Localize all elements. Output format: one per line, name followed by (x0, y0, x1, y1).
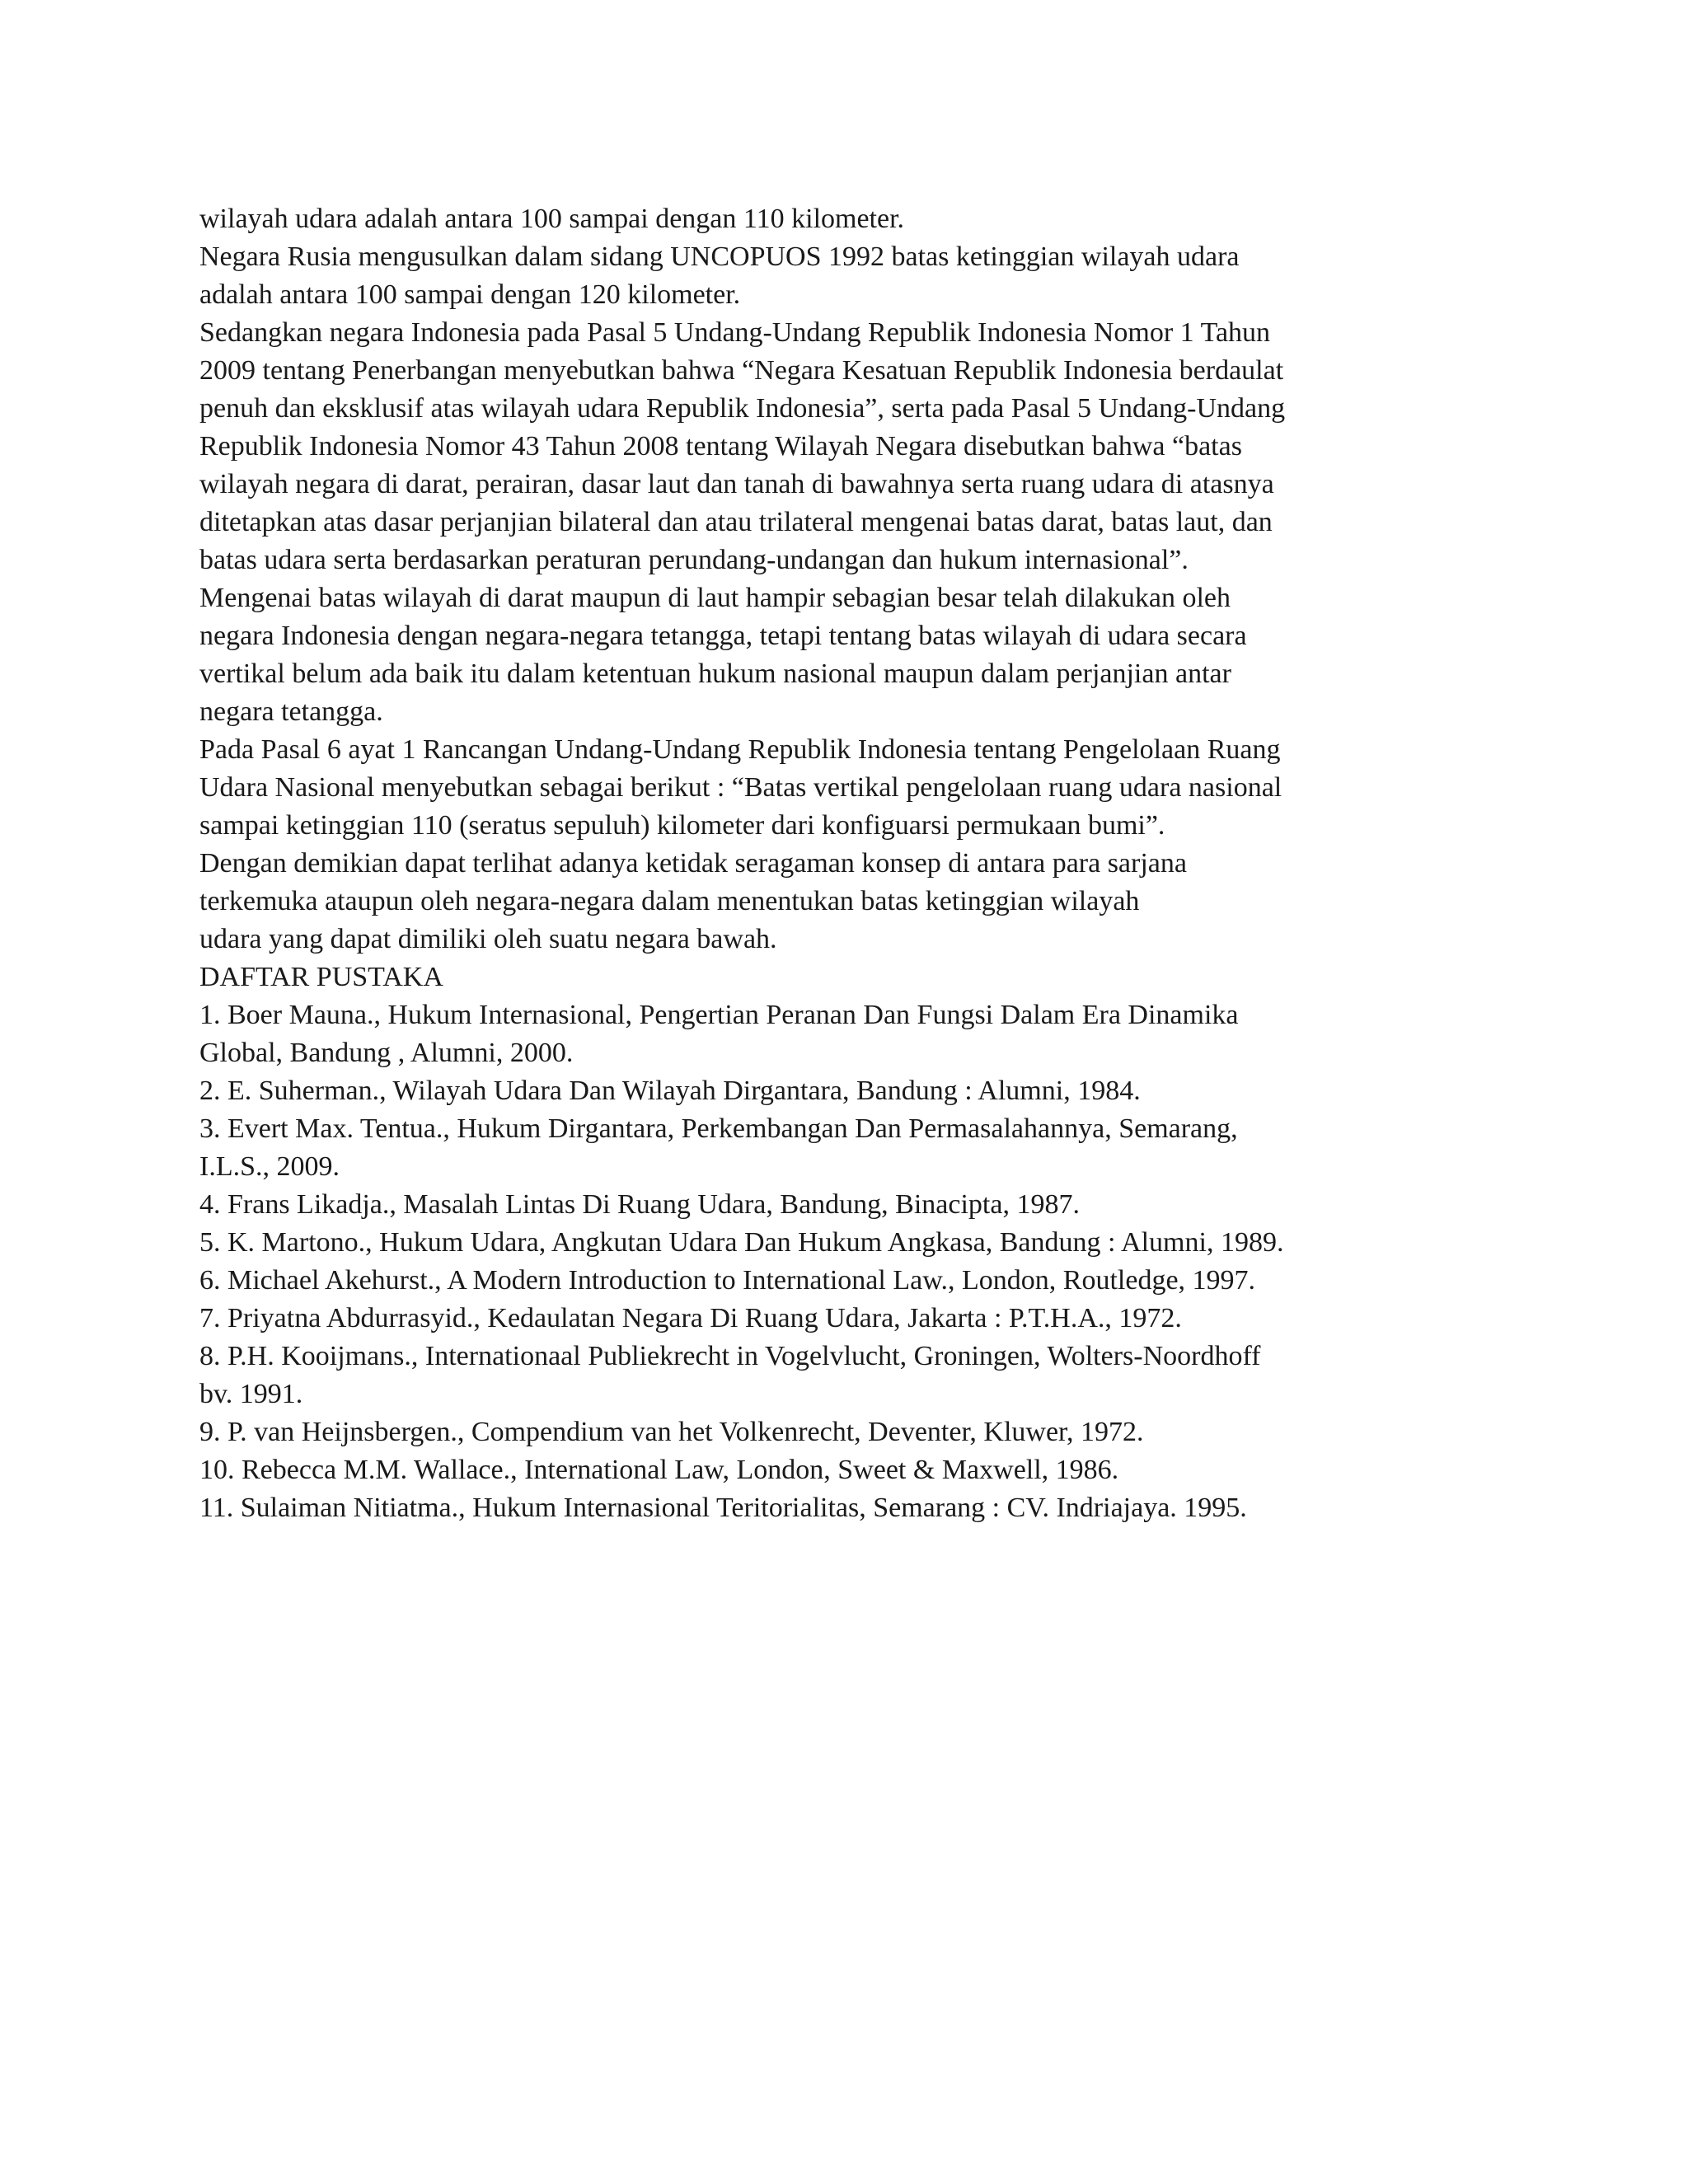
reference-line: 10. Rebecca M.M. Wallace., International Law, London, Sweet & Maxwell, 1986. (199, 1455, 1119, 1485)
reference-line: 2. E. Suherman., Wilayah Udara Dan Wilayah Dirgantara, Bandung : Alumni, 1984. (199, 1076, 1141, 1106)
document-body (199, 200, 1502, 1527)
reference-line: 5. K. Martono., Hukum Udara, Angkutan Udara Dan Hukum Angkasa, Bandung : Alumni, 1989. (199, 1227, 1284, 1258)
section-heading: DAFTAR PUSTAKA (199, 962, 443, 992)
text-line: adalah antara 100 sampai dengan 120 kilometer. (199, 279, 741, 310)
text-line: Republik Indonesia Nomor 43 Tahun 2008 tentang Wilayah Negara disebutkan bahwa “batas (199, 431, 1242, 462)
reference-line: 11. Sulaiman Nitiatma., Hukum Internasional Teritorialitas, Semarang : CV. Indriajaya. 1995. (199, 1493, 1247, 1523)
text-line: negara tetangga. (199, 696, 383, 727)
text-line: negara Indonesia dengan negara-negara tetangga, tetapi tentang batas wilayah di udara secara (199, 621, 1247, 651)
text-line: sampai ketinggian 110 (seratus sepuluh) kilometer dari konfiguarsi permukaan bumi”. (199, 810, 1165, 841)
reference-line: 3. Evert Max. Tentua., Hukum Dirgantara, Perkembangan Dan Permasalahannya, Semarang, (199, 1113, 1238, 1144)
text-line: wilayah negara di darat, perairan, dasar laut dan tanah di bawahnya serta ruang udara di atasnya (199, 469, 1274, 499)
text-line: udara yang dapat dimiliki oleh suatu negara bawah. (199, 924, 777, 954)
reference-line: Global, Bandung , Alumni, 2000. (199, 1038, 574, 1068)
text-line: penuh dan eksklusif atas wilayah udara Republik Indonesia”, serta pada Pasal 5 Undang-Undang (199, 393, 1286, 424)
reference-line: bv. 1991. (199, 1379, 303, 1409)
reference-line: I.L.S., 2009. (199, 1151, 340, 1182)
reference-line: 9. P. van Heijnsbergen., Compendium van het Volkenrecht, Deventer, Kluwer, 1972. (199, 1417, 1144, 1447)
reference-line: 7. Priyatna Abdurrasyid., Kedaulatan Negara Di Ruang Udara, Jakarta : P.T.H.A., 1972. (199, 1303, 1182, 1333)
reference-line: 4. Frans Likadja., Masalah Lintas Di Ruang Udara, Bandung, Binacipta, 1987. (199, 1189, 1080, 1220)
text-line: terkemuka ataupun oleh negara-negara dalam menentukan batas ketinggian wilayah (199, 886, 1140, 916)
text-line: Dengan demikian dapat terlihat adanya ketidak seragaman konsep di antara para sarjana (199, 848, 1187, 879)
text-line: Udara Nasional menyebutkan sebagai berikut : “Batas vertikal pengelolaan ruang udara nasional (199, 772, 1282, 803)
text-line: batas udara serta berdasarkan peraturan perundang-undangan dan hukum internasional”. (199, 545, 1189, 575)
text-line: Mengenai batas wilayah di darat maupun di laut hampir sebagian besar telah dilakukan oleh (199, 583, 1231, 613)
reference-line: 8. P.H. Kooijmans., Internationaal Publiekrecht in Vogelvlucht, Groningen, Wolters-Noordhoff (199, 1341, 1261, 1371)
text-line: Pada Pasal 6 ayat 1 Rancangan Undang-Undang Republik Indonesia tentang Pengelolaan Ruang (199, 734, 1281, 765)
text-line: ditetapkan atas dasar perjanjian bilateral dan atau trilateral mengenai batas darat, batas laut, dan (199, 507, 1273, 537)
text-line: 2009 tentang Penerbangan menyebutkan bahwa “Negara Kesatuan Republik Indonesia berdaulat (199, 355, 1284, 386)
text-line: Sedangkan negara Indonesia pada Pasal 5 Undang-Undang Republik Indonesia Nomor 1 Tahun (199, 317, 1271, 348)
reference-line: 6. Michael Akehurst., A Modern Introduction to International Law., London, Routledge, 1997. (199, 1265, 1256, 1296)
text-line: vertikal belum ada baik itu dalam ketentuan hukum nasional maupun dalam perjanjian antar (199, 658, 1231, 689)
reference-line: 1. Boer Mauna., Hukum Internasional, Pengertian Peranan Dan Fungsi Dalam Era Dinamika (199, 1000, 1239, 1030)
text-line: Negara Rusia mengusulkan dalam sidang UNCOPUOS 1992 batas ketinggian wilayah udara (199, 241, 1240, 272)
text-line: wilayah udara adalah antara 100 sampai dengan 110 kilometer. (199, 204, 905, 234)
